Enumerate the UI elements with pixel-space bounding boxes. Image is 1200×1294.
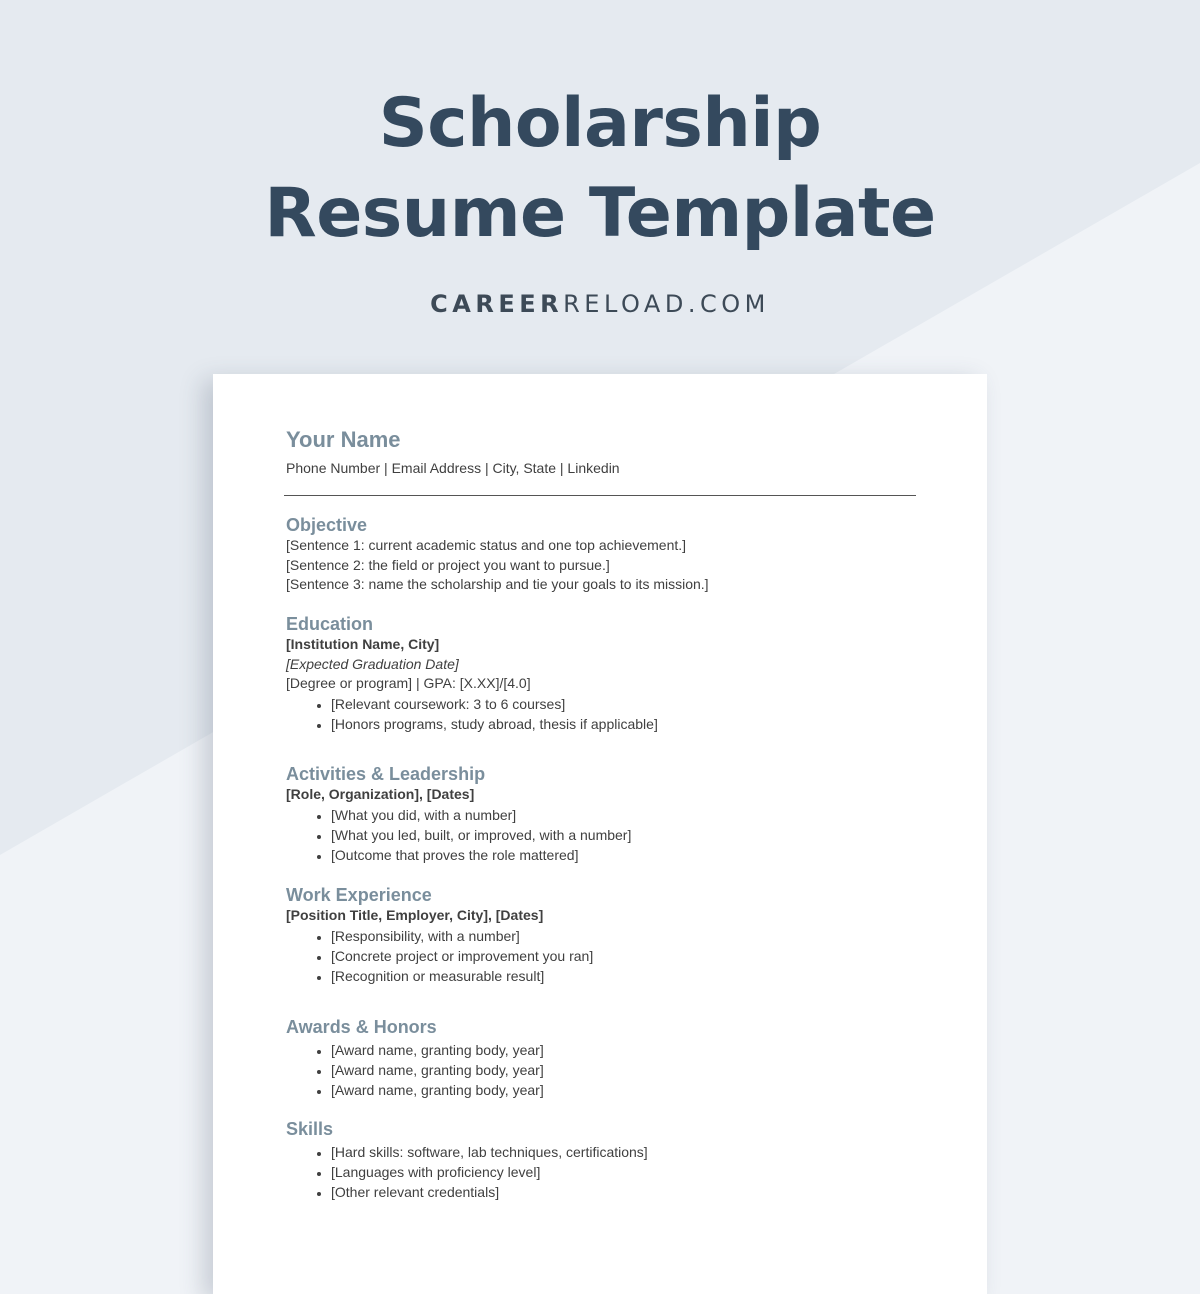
activities-bullets — [286, 805, 916, 866]
objective-line: [Sentence 2: the field or project you want to pursue.] — [286, 556, 610, 573]
section-title-work: Work Experience — [286, 885, 432, 905]
list-item: • [Other relevant credentials] — [331, 1182, 916, 1202]
list-item: • [Award name, granting body, year] — [331, 1080, 916, 1100]
list-item: • [What you did, with a number] — [331, 805, 916, 825]
list-item: • [Award name, granting body, year] — [331, 1040, 916, 1060]
education-degree: [Degree or program] | GPA: [X.XX]/[4.0] — [286, 675, 531, 691]
list-item: • [Responsibility, with a number] — [331, 926, 916, 946]
list-item: • [Languages with proficiency level] — [331, 1162, 916, 1182]
title-line-2: Resume Template — [264, 174, 936, 253]
work-section — [286, 884, 916, 986]
list-item: • [Outcome that proves the role mattered] — [331, 845, 916, 865]
site-name — [0, 290, 1200, 318]
activities-role: [Role, Organization], [Dates] — [286, 786, 475, 802]
skills-bullets — [286, 1142, 916, 1203]
awards-bullets — [286, 1040, 916, 1101]
skills-section — [286, 1118, 916, 1203]
education-institution: [Institution Name, City] — [286, 636, 440, 652]
title-line-1: Scholarship — [378, 84, 822, 163]
section-title-objective: Objective — [286, 515, 368, 535]
list-item: • [What you led, built, or improved, with a number] — [331, 825, 916, 845]
resume-contact: Phone Number | Email Address | City, State | Linkedin — [286, 460, 620, 476]
objective-line: [Sentence 1: current academic status and one top achievement.] — [286, 537, 687, 553]
education-section — [286, 613, 916, 734]
site-name-bold: CAREER — [430, 290, 564, 318]
section-title-activities: Activities & Leadership — [286, 764, 486, 784]
list-item: • [Honors programs, study abroad, thesis if applicable] — [331, 714, 916, 734]
awards-section — [286, 1016, 916, 1101]
site-name-rest: RELOAD.COM — [563, 290, 770, 318]
section-title-awards: Awards & Honors — [286, 1017, 437, 1037]
resume-name: Your Name — [286, 427, 401, 452]
resume-page — [213, 374, 987, 1294]
section-title-education: Education — [286, 614, 374, 634]
objective-line: [Sentence 3: name the scholarship and tie your goals to its mission.] — [286, 576, 709, 592]
list-item: • [Concrete project or improvement you ran] — [331, 946, 916, 966]
work-position: [Position Title, Employer, City], [Dates] — [286, 907, 544, 923]
activities-section — [286, 763, 916, 865]
education-date: [Expected Graduation Date] — [286, 655, 459, 672]
header-divider — [284, 495, 916, 496]
list-item: • [Relevant coursework: 3 to 6 courses] — [331, 694, 916, 714]
work-bullets — [286, 926, 916, 987]
list-item: • [Hard skills: software, lab techniques, certifications] — [331, 1142, 916, 1162]
education-bullets — [286, 694, 916, 734]
list-item: • [Recognition or measurable result] — [331, 966, 916, 986]
objective-section — [286, 514, 916, 595]
section-title-skills: Skills — [286, 1119, 334, 1139]
resume-content — [286, 426, 916, 1201]
list-item: • [Award name, granting body, year] — [331, 1060, 916, 1080]
